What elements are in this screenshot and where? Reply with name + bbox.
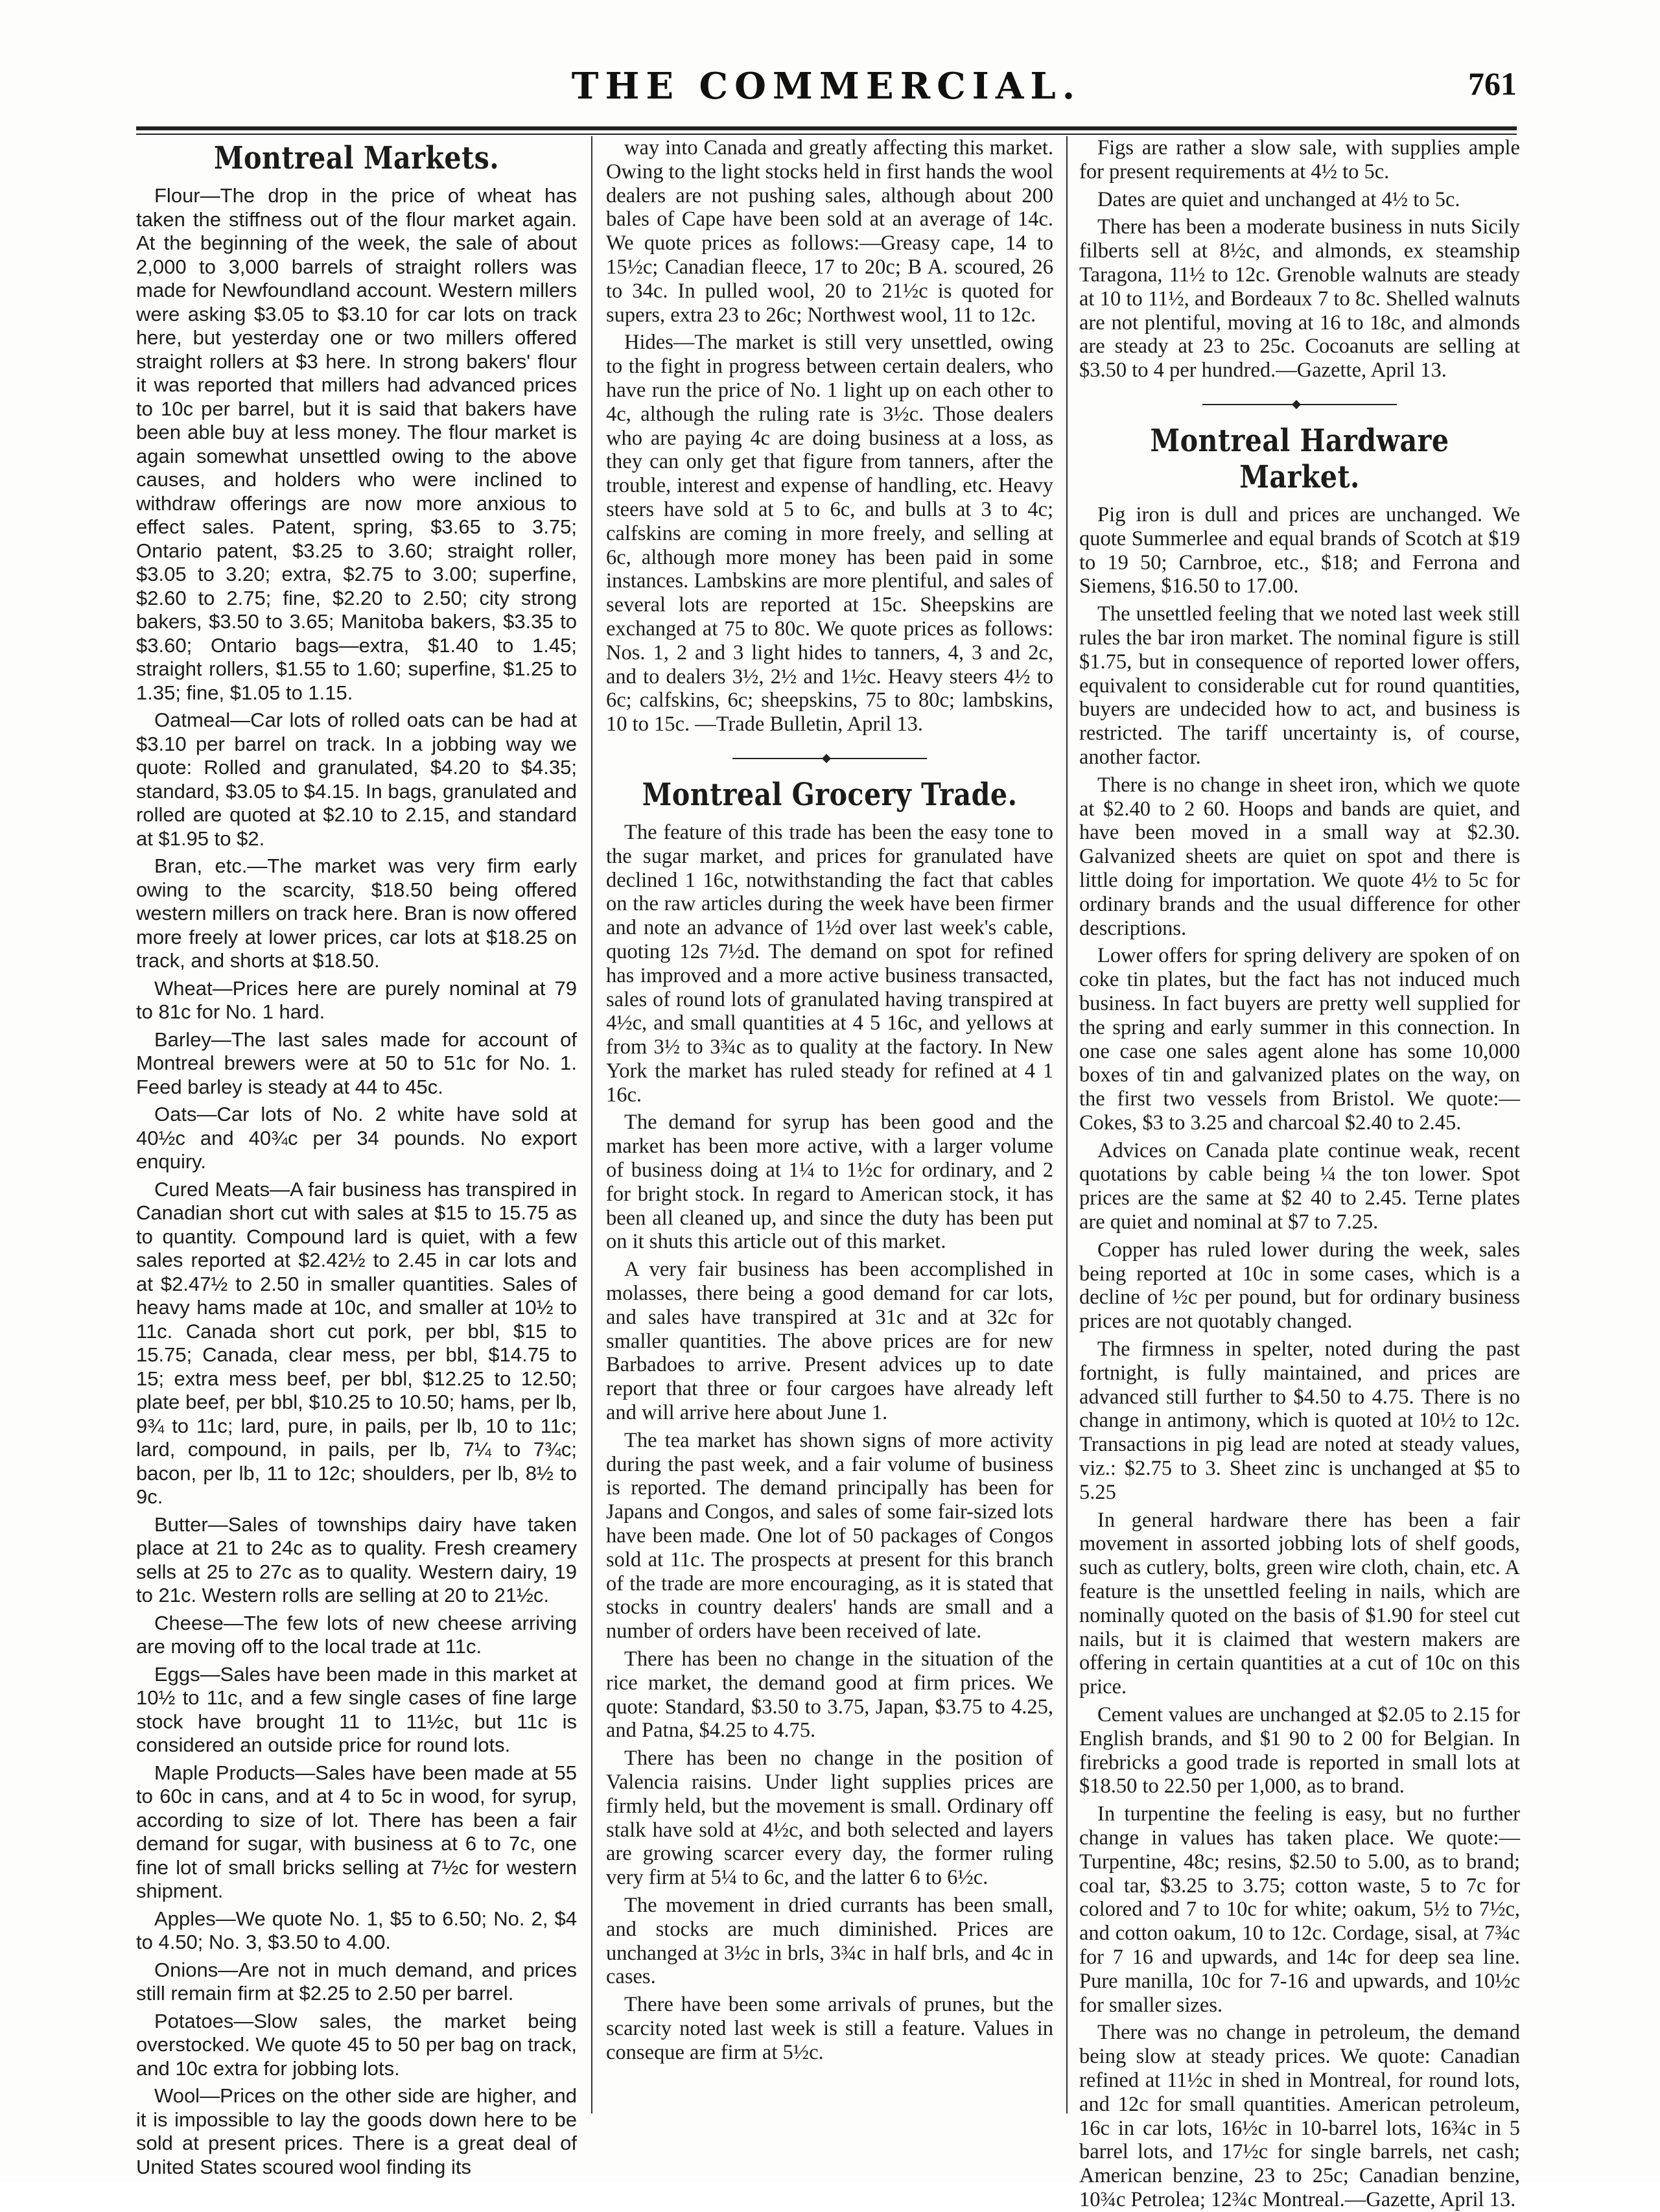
column-2 [606,136,1053,2120]
article-paragraph: Cured Meats—A fair business has transpired in Canadian short cut with sales at $15 to 15.75 as to quantity. Compound lard is quiet, with a few sales reported at $2.42½ to 2.45 in car lots and at $2.47½ to 2.50 in smaller quantities. Sales of heavy hams made at 10c, and smaller at 10½ to 11c. Canada short cut pork, per bbl, $15 to 15.75; Canada, clear mess, per bbl, $14.75 to 15; extra mess beef, per bbl, $12.25 to 12.50; plate beef, per bbl, $10.25 to 10.50; hams, per lb, 9¾ to 11c; lard, pure, in pails, per lb, 10 to 11c; lard, compound, in pails, per lb, 7¼ to 7¾c; bacon, per lb, 11 to 12c; shoulders, per lb, 8½ to 9c. [136,1177,577,1508]
article-paragraph: In turpentine the feeling is easy, but no further change in values has taken place. We quote:—Turpentine, 48c; resins, $2.50 to 5.00, as to brand; coal tar, $3.25 to 3.75; cotton waste, 5 to 7c for colored and 7 to 10c for white; oakum, 5½ to 7½c, and cotton oakum, 10 to 12c. Cordage, sisal, at 7¾c for 7 16 and upwards, and 14c for deep sea line. Pure manilla, 10c for 7-16 and upwards, and 10½c for smaller sizes. [1079,1802,1520,2017]
article-paragraph: Wool—Prices on the other side are higher, and it is impossible to lay the goods down here to be sold at present prices. There is a great deal of United States scoured wool finding its [136,2084,577,2178]
article-paragraph: Figs are rather a slow sale, with supplies ample for present requirements at 4½ to 5c. [1079,136,1520,183]
article-paragraph: The feature of this trade has been the easy tone to the sugar market, and prices for granulated have declined 1 16c, notwithstanding the fact that cables on the raw articles during the week have been firmer and note an advance of 1½d over last week's cable, quoting 12s 7½d. The demand on spot for refined has improved and a more active business transacted, sales of round lots of granulated having transpired at 4½c, and small quantities at 4 5 16c, and yellows at from 3½ to 3¾c as to quality at the factory. In New York the market has ruled steady for refined at 4 1 16c. [606,820,1053,1107]
section-heading: Montreal Markets. [213,140,500,176]
section-heading: Montreal Grocery Trade. [642,776,1018,813]
article-paragraph: Pig iron is dull and prices are unchanged. We quote Summerlee and equal brands of Scotch at $19 to 19 50; Carnbroe, etc., $18; and Ferrona and Siemens, $16.50 to 17.00. [1079,502,1520,598]
article-paragraph: Butter—Sales of townships dairy have taken place at 21 to 24c as to quality. Fresh creamery sells at 25 to 27c as to quality. Western dairy, 19 to 21c. Western rolls are selling at 20 to 21½c. [136,1512,577,1606]
article-paragraph: There has been a moderate business in nuts Sicily filberts sell at 8½c, and almonds, ex steamship Taragona, 11½ to 12c. Grenoble walnuts are steady at 10 to 11½, and Bordeaux 7 to 8c. Shelled walnuts are not plentiful, moving at 16 to 18c, and almonds are steady at 23 to 25c. Cocoanuts are selling at $3.50 to 4 per hundred.—Gazette, April 13. [1079,215,1520,382]
section-divider [732,755,927,762]
article-paragraph: Oats—Car lots of No. 2 white have sold at 40½c and 40¾c per 34 pounds. No export enquiry. [136,1103,577,1173]
article-paragraph: The movement in dried currants has been small, and stocks are much diminished. Prices are unchanged at 3½c in brls, 3¾c in half brls, and 4c in cases. [606,1893,1053,1989]
article-paragraph: way into Canada and greatly affecting this market. Owing to the light stocks held in first hands the wool dealers are not pushing sales, although about 200 bales of Cape have been sold at an average of 14c. We quote prices as follows:—Greasy cape, 14 to 15½c; Canadian fleece, 17 to 20c; B A. scoured, 26 to 34c. In pulled wool, 20 to 21½c is quoted for supers, extra 23 to 26c; Northwest wool, 11 to 12c. [606,136,1053,327]
article-paragraph: In general hardware there has been a fair movement in assorted jobbing lots of shelf goods, such as cutlery, bolts, green wire cloth, chain, etc. A feature is the unsettled feeling in nails, which are nominally quoted on the basis of $1.90 for steel cut nails, but it is claimed that western makers are offering in certain quantities at a cut of 10c on this price. [1079,1508,1520,1699]
page-number: 761 [1468,65,1517,102]
article-paragraph: There is no change in sheet iron, which we quote at $2.40 to 2 60. Hoops and bands are quiet, and have been moved in a small way at $2.30. Galvanized sheets are quiet on spot and there is little doing for importation. We quote 4½ to 5c for ordinary brands and the usual difference for other descriptions. [1079,773,1520,940]
article-paragraph: Oatmeal—Car lots of rolled oats can be had at $3.10 per barrel on track. In a jobbing way we quote: Rolled and granulated, $4.20 to $4.35; standard, $3.05 to $4.15. In bags, granulated and rolled are quoted at $2.10 to 2.15, and standard at $1.95 to $2. [136,709,577,850]
masthead [136,39,1517,123]
article-paragraph: Cement values are unchanged at $2.05 to 2.15 for English brands, and $1 90 to 2 00 for Belgian. In firebricks a good trade is reported in small lots at $18.50 to 22.50 per 1,000, as to brand. [1079,1703,1520,1798]
article-paragraph: Maple Products—Sales have been made at 55 to 60c in cans, and at 4 to 5c in wood, for syrup, according to size of lot. There has been a fair demand for sugar, with business at 6 to 7c, one fine lot of small bricks selling at 7½c for western shipment. [136,1761,577,1902]
masthead-rule-thin [136,134,1517,135]
article-paragraph: The demand for syrup has been good and the market has been more active, with a larger volume of business doing at 1¼ to 1½c for ordinary, and 2 for bright stock. In regard to American stock, it has been all cleaned up, and since the duty has been put on it shuts this article out of this market. [606,1111,1053,1254]
article-paragraph: Eggs—Sales have been made in this market at 10½ to 11c, and a few single cases of fine large stock have brought 11 to 11½c, but 11c is considered an outside price for round lots. [136,1662,577,1756]
column-rule [591,136,592,2113]
column-3 [1079,136,1520,2211]
article-paragraph: Lower offers for spring delivery are spoken of on coke tin plates, but the fact has not induced much business. In fact buyers are pretty well supplied for the spring and early summer in this connection. In one case one sales agent alone has some 10,000 boxes of tin and galvanized plates on the way, on the first two vessels from Bristol. We quote:—Cokes, $3 to 3.25 and charcoal $2.40 to 2.45. [1079,944,1520,1135]
article-paragraph: A very fair business has been accomplished in molasses, there being a good demand for car lots, and sales have transpired at 31c and at 32c for smaller quantities. The above prices are for new Barbadoes to arrive. Present advices up to date report that three or four cargoes have already left and will arrive here about June 1. [606,1258,1053,1425]
article-paragraph: Bran, etc.—The market was very firm early owing to the scarcity, $18.50 being offered western millers on track here. Bran is now offered more freely at lower prices, car lots at $18.25 on track, and shorts at $18.50. [136,854,578,972]
article-paragraph: Flour—The drop in the price of wheat has taken the stiffness out of the flour market again. At the beginning of the week, the sale of about 2,000 to 3,000 barrels of straight rollers was made for Newfoundland account. Western millers were asking $3.05 to $3.10 for car lots on track here, but yesterday one or two millers offered straight rollers at $3 here. In strong bakers' flour it was reported that millers had advanced prices to 10c per barrel, but it is said that bakers have been able buy at less money. The flour market is again somewhat unsettled owing to the above causes, and holders who were inclined to withdraw offerings are now more anxious to effect sales. Patent, spring, $3.65 to 3.75; Ontario patent, $3.25 to 3.60; straight roller, $3.05 to 3.20; extra, $2.75 to 3.00; superfine, $2.60 to 2.75; fine, $2.20 to 2.50; city strong bakers, $3.50 to 3.65; Manitoba bakers, $3.35 to $3.60; Ontario bags—extra, $1.40 to 1.45; straight rollers, $1.55 to 1.60; superfine, $1.25 to 1.35; fine, $1.05 to 1.15. [136,184,577,704]
article-paragraph: There has been no change in the position of Valencia raisins. Under light supplies prices are firmly held, but the movement is small. Ordinary off stalk have sold at 4½c, and both selected and layers are growing scarcer every day, the former ruling very firm at 5¼ to 6c, and the latter 6 to 6½c. [606,1747,1053,1890]
article-paragraph: The tea market has shown signs of more activity during the past week, and a fair volume of business is reported. The demand principally has been for Japans and Congos, and sales of some fair-sized lots have been made. One lot of 50 packages of Congos sold at 11c. The prospects at present for this branch of the trade are more encouraging, as it is stated that stocks in country dealers' hands are small and a number of orders have been received of late. [606,1428,1053,1643]
section-divider [1202,401,1397,408]
article-paragraph: Copper has ruled lower during the week, sales being reported at 10c in some cases, which is a decline of ½c per pound, but for ordinary business prices are not quotably changed. [1079,1238,1520,1334]
masthead-rule [136,126,1517,130]
article-paragraph: There was no change in petroleum, the demand being slow at steady prices. We quote: Canadian refined at 11½c in shed in Montreal, for round lots, and 12c for small quantities. American petroleum, 16c in car lots, 16½c in 10-barrel lots, 16¾c in 5 barrel lots, and 17½c for single barrels, net cash; American benzine, 23 to 25c; Canadian benzine, 10¾c Petrolea; 12¾c Montreal.—Gazette, April 13. [1079,2021,1520,2211]
article-paragraph: Wheat—Prices here are purely nominal at 79 to 81c for No. 1 hard. [136,976,577,1023]
article-paragraph: The unsettled feeling that we noted last week still rules the bar iron market. The nominal figure is still $1.75, but in consequence of reported lower offers, equivalent to considerable cut for round quantities, buyers are undecided how to act, and business is restricted. The tariff uncertainty is, of course, another factor. [1079,602,1520,769]
article-paragraph: Apples—We quote No. 1, $5 to 6.50; No. 2, $4 to 4.50; No. 3, $3.50 to 4.00. [136,1907,577,1953]
article-paragraph: The firmness in spelter, noted during the past fortnight, is fully maintained, and prices are advanced still further to $4.50 to 4.75. There is no change in antimony, which is quoted at 10½ to 12c. Transactions in pig lead are noted at steady values, viz.: $2.75 to 3. Sheet zinc is unchanged at $5 to 5.25 [1079,1337,1520,1504]
article-paragraph: Advices on Canada plate continue weak, recent quotations by cable being ¼ the ton lower. Spot prices are the same at $2 40 to 2.45. Terne plates are quiet and nominal at $7 to 7.25. [1079,1138,1520,1234]
column-1 [136,136,578,2178]
article-paragraph: Dates are quiet and unchanged at 4½ to 5c. [1097,187,1460,211]
article-paragraph: There has been no change in the situation of the rice market, the demand good at firm prices. We quote: Standard, $3.50 to 3.75, Japan, $3.75 to 4.25, and Patna, $4.25 to 4.75. [606,1647,1053,1743]
publication-title: THE COMMERCIAL. [571,65,1082,108]
article-paragraph: Hides—The market is still very unsettled, owing to the fight in progress between certain dealers, who have run the price of No. 1 light up on each other to 4c, although the ruling rate is 3½c. Those dealers who are paying 4c are doing business at a loss, as they can only get that figure from tanners, after the trouble, interest and expense of handling, etc. Heavy steers have sold at 5 to 6c, and bulls at 3 to 4c; calfskins are coming in more freely, and selling at 6c, although more money has been paid in some instances. Lambskins are more plentiful, and sales of several lots are reported at 15c. Sheepskins are exchanged at 75 to 80c. We quote prices as follows: Nos. 1, 2 and 3 light hides to tanners, 4, 3 and 2c, and to dealers 3½, 2½ and 1½c. Heavy steers 4½ to 6c; calfskins, 6c; sheepskins, 75 to 80c; lambskins, 10 to 15c. —Trade Bulletin, April 13. [606,331,1053,736]
column-rule [1066,136,1068,2113]
article-paragraph: Cheese—The few lots of new cheese arriving are moving off to the local trade at 11c. [136,1611,577,1658]
article-paragraph: Barley—The last sales made for account of Montreal brewers were at 50 to 51c for No. 1. Feed barley is steady at 44 to 45c. [136,1028,577,1098]
section-heading: Montreal Hardware Market. [1150,422,1449,495]
article-paragraph: Onions—Are not in much demand, and prices still remain firm at $2.25 to 2.50 per barrel. [136,1958,577,2005]
article-paragraph: There have been some arrivals of prunes, but the scarcity noted last week is still a feature. Values in conseque are firm at 5½c. [606,1993,1053,2064]
article-paragraph: Potatoes—Slow sales, the market being overstocked. We quote 45 to 50 per bag on track, and 10c extra for jobbing lots. [136,2009,577,2080]
